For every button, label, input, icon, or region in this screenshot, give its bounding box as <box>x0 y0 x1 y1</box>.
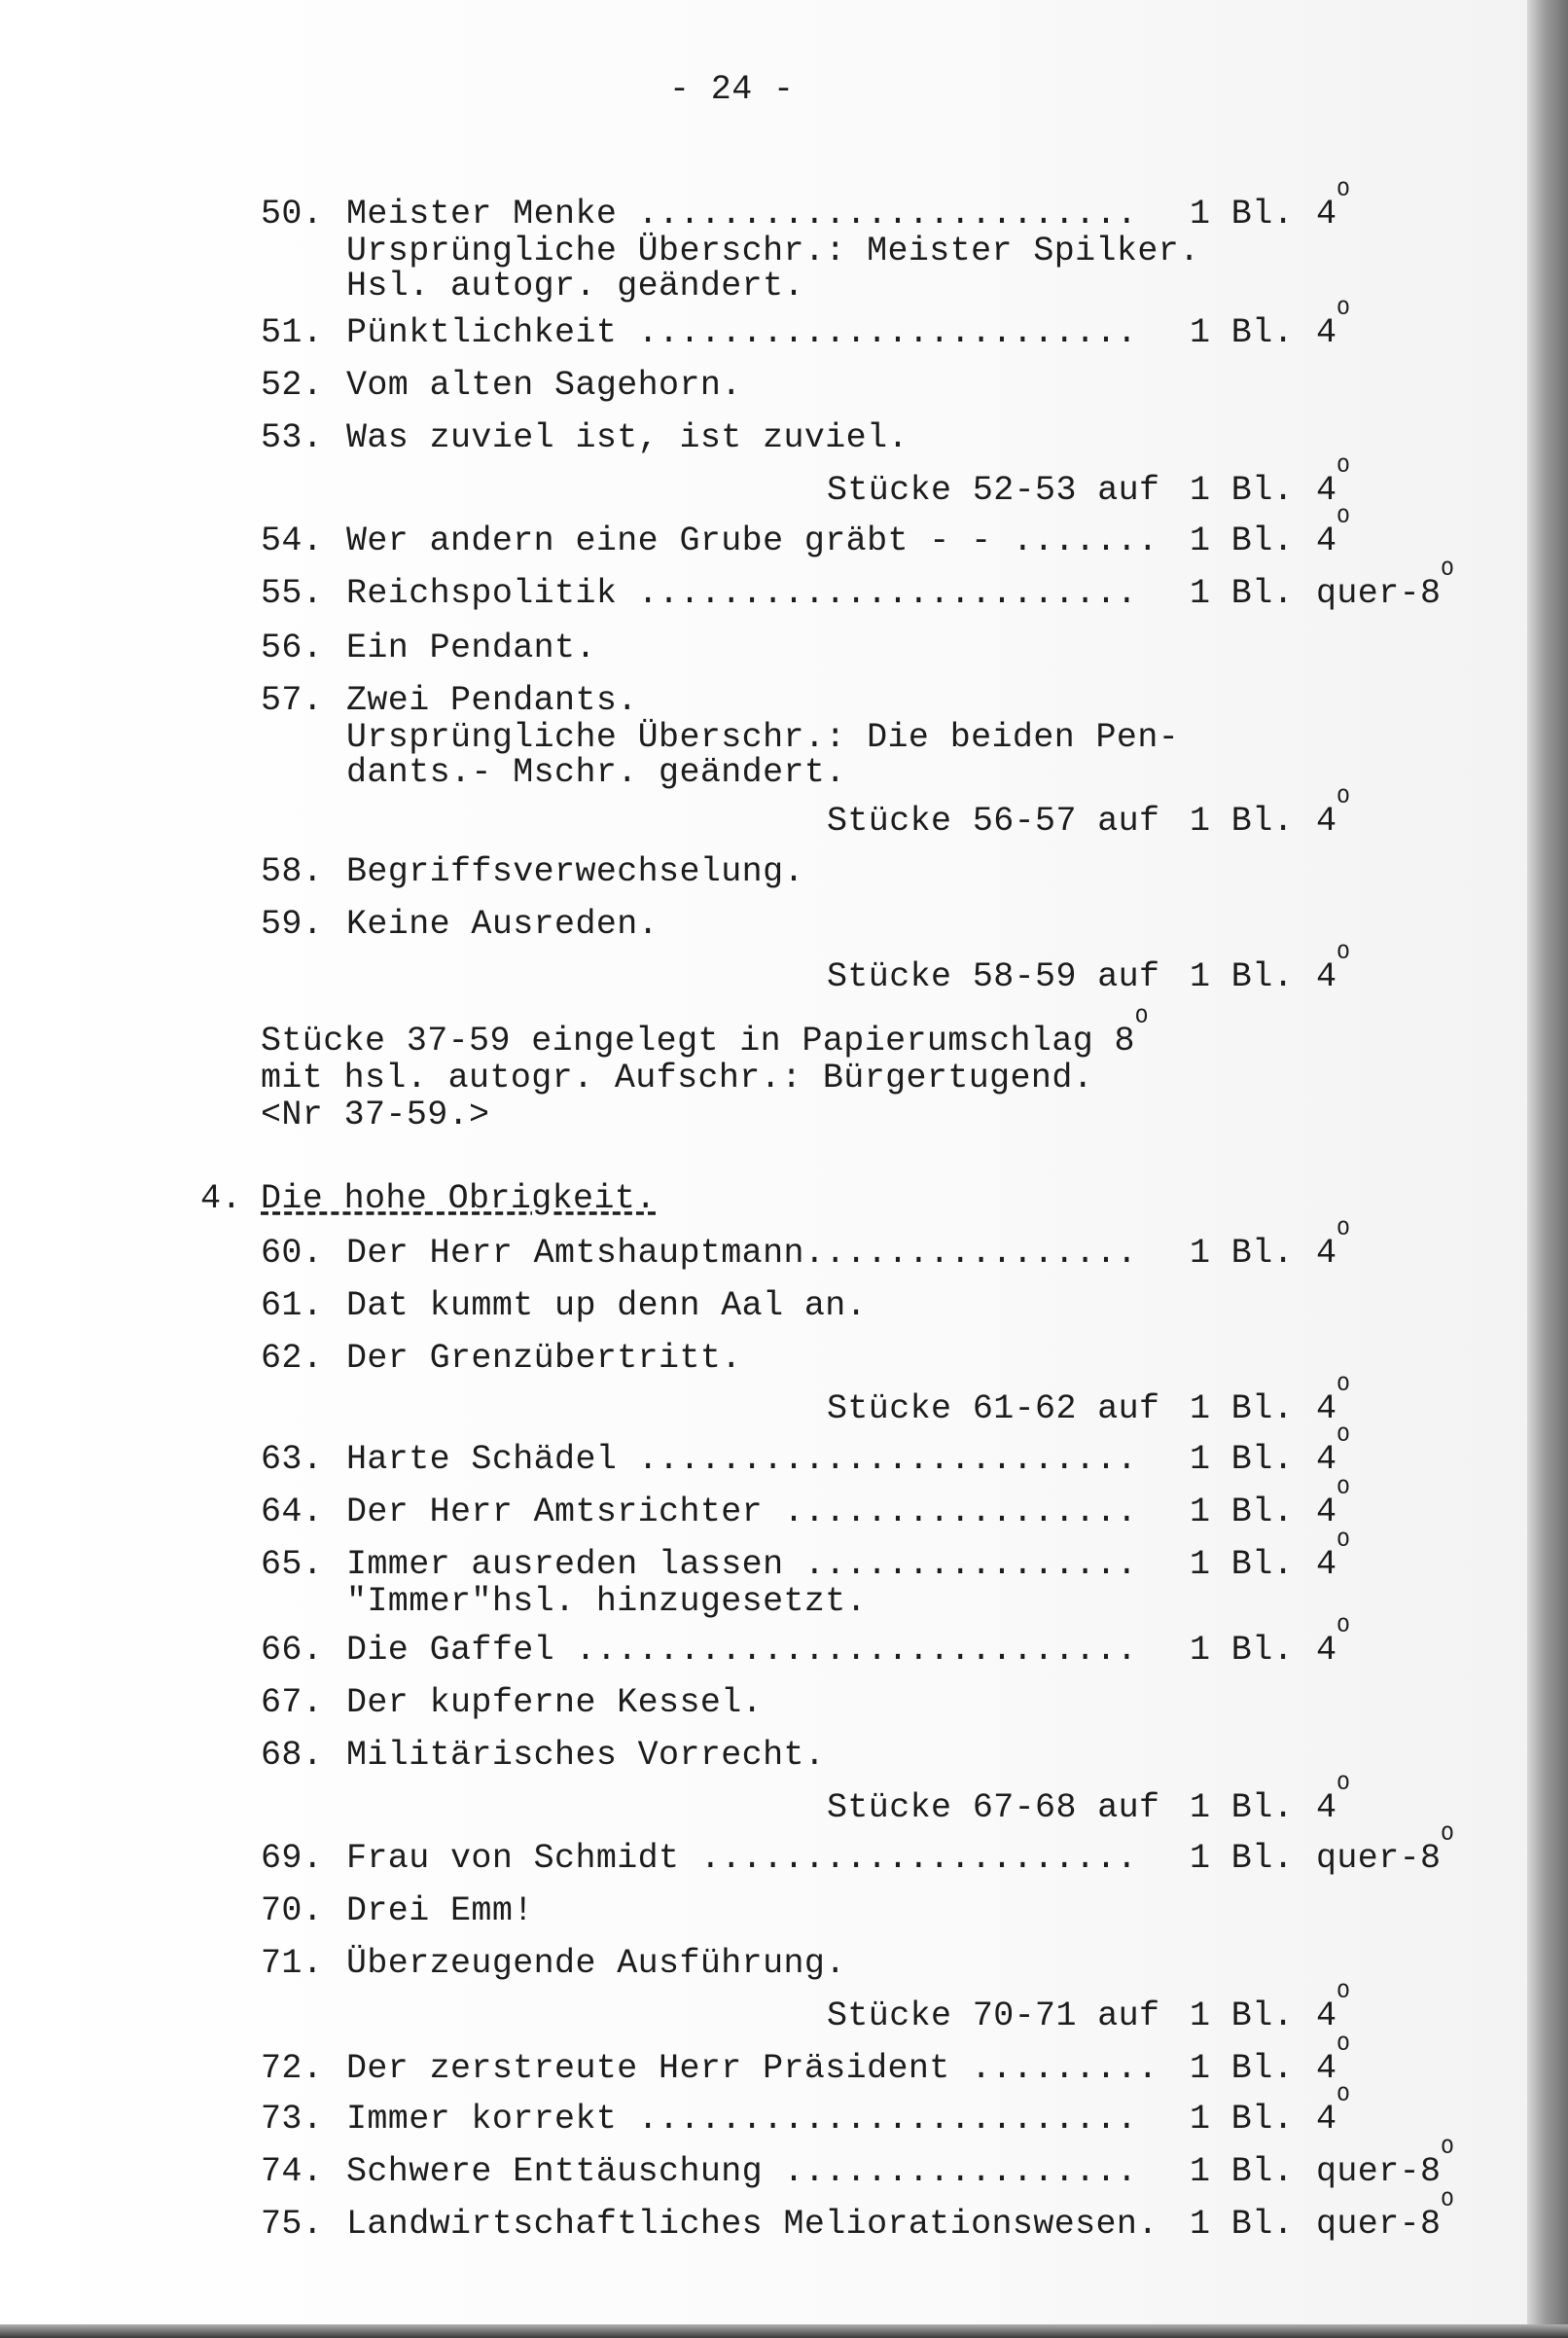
format-superscript: O <box>1336 941 1351 965</box>
entry-title: Dat kummt up denn Aal an. <box>346 1286 868 1325</box>
entry-number: 63. <box>261 1440 324 1479</box>
entry-title: Schwere Enttäuschung ................. <box>346 2152 1138 2191</box>
paper-format <box>1316 1980 1351 2035</box>
group-summary: Stücke 70-71 auf <box>827 1996 1160 2035</box>
entry-number: 64. <box>261 1493 324 1531</box>
paper-format <box>1316 297 1351 352</box>
sheet-count: 1 Bl. <box>1190 471 1295 510</box>
sheet-count: 1 Bl. <box>1190 1839 1295 1878</box>
entry-note: Hsl. autogr. geändert. <box>346 267 804 306</box>
paper-format-size: 4 <box>1316 1545 1337 1584</box>
page-bottom-edge <box>0 2324 1568 2338</box>
entry-number: 69. <box>261 1839 324 1878</box>
format-superscript: O <box>1336 297 1351 321</box>
entry-title: Frau von Schmidt ..................... <box>346 1839 1138 1878</box>
sheet-count: 1 Bl. <box>1190 957 1295 996</box>
sheet-count: 1 Bl. <box>1190 1389 1295 1428</box>
entry-number: 71. <box>261 1944 324 1983</box>
format-superscript: O <box>1336 1980 1351 2004</box>
sheet-count: 1 Bl. <box>1190 2100 1295 2139</box>
format-superscript: O <box>1441 1822 1455 1847</box>
paper-format <box>1316 1772 1351 1827</box>
entry-title: Reichspolitik ........................ <box>346 574 1138 613</box>
format-superscript: O <box>1336 2083 1351 2107</box>
note-line-1: Stücke 37-59 eingelegt in Papierumschlag $8^O$ <box>261 1005 1149 1061</box>
entry-number: 67. <box>261 1683 324 1722</box>
paper-format-size: quer-8 <box>1316 2152 1442 2191</box>
entry-number: 74. <box>261 2152 324 2191</box>
entry-number: 52. <box>261 366 324 405</box>
format-superscript: O <box>1336 1423 1351 1448</box>
format-superscript: O <box>1336 1529 1351 1553</box>
entry-number: 62. <box>261 1339 324 1378</box>
paper-format-size: quer-8 <box>1316 1839 1442 1878</box>
sheet-count: 1 Bl. <box>1190 195 1295 234</box>
entry-title: Zwei Pendants. <box>346 681 638 720</box>
entry-title: Der kupferne Kessel. <box>346 1683 764 1722</box>
page-number: - 24 - <box>669 70 795 109</box>
sheet-count: 1 Bl. <box>1190 802 1295 841</box>
page-edge-shadow <box>1527 0 1568 2338</box>
paper-format-size: 4 <box>1316 2049 1337 2088</box>
sheet-count: 1 Bl. <box>1190 2152 1295 2191</box>
paper-format <box>1316 2188 1455 2244</box>
section-number: 4. <box>200 1179 242 1218</box>
group-summary: Stücke 67-68 auf <box>827 1788 1160 1827</box>
paper-format <box>1316 2083 1351 2139</box>
entry-note: "Immer"hsl. hinzugesetzt. <box>346 1582 868 1621</box>
entry-number: 54. <box>261 522 324 560</box>
paper-format <box>1316 941 1351 996</box>
entry-note: Ursprüngliche Überschr.: Die beiden Pen- <box>346 718 1180 757</box>
paper-format-size: 4 <box>1316 313 1337 352</box>
paper-format <box>1316 1373 1351 1428</box>
format-superscript: O <box>1441 2136 1455 2160</box>
entry-number: 51. <box>261 313 324 352</box>
entry-title: Der Grenzübertritt. <box>346 1339 742 1378</box>
sheet-count: 1 Bl. <box>1190 522 1295 560</box>
entry-number: 65. <box>261 1545 324 1584</box>
sheet-count: 1 Bl. <box>1190 1493 1295 1531</box>
paper-format-size: 4 <box>1316 471 1337 510</box>
format-superscript: O <box>1336 1476 1351 1500</box>
format-superscript: O <box>1336 178 1351 202</box>
entry-title: Was zuviel ist, ist zuviel. <box>346 418 909 457</box>
sheet-count: 1 Bl. <box>1190 1234 1295 1273</box>
entry-number: 72. <box>261 2049 324 2088</box>
entry-number: 70. <box>261 1891 324 1930</box>
entry-title: Ein Pendant. <box>346 629 596 667</box>
sheet-count: 1 Bl. <box>1190 1788 1295 1827</box>
paper-format <box>1316 1423 1351 1479</box>
paper-format <box>1316 505 1351 560</box>
entry-number: 58. <box>261 852 324 891</box>
entry-number: 59. <box>261 905 324 944</box>
paper-format-size: 4 <box>1316 1996 1337 2035</box>
sheet-count: 1 Bl. <box>1190 1440 1295 1479</box>
entry-title: Keine Ausreden. <box>346 905 659 944</box>
entry-title: Drei Emm! <box>346 1891 534 1930</box>
paper-format-size: 4 <box>1316 957 1337 996</box>
paper-format <box>1316 1822 1455 1878</box>
paper-format <box>1316 454 1351 510</box>
paper-format <box>1316 1614 1351 1670</box>
entry-title: Die Gaffel ........................... <box>346 1631 1138 1670</box>
paper-format <box>1316 558 1455 613</box>
sheet-count: 1 Bl. <box>1190 2049 1295 2088</box>
entry-number: 73. <box>261 2100 324 2139</box>
entry-title: Immer ausreden lassen ................ <box>346 1545 1138 1584</box>
format-superscript: O <box>1336 454 1351 479</box>
entry-number: 53. <box>261 418 324 457</box>
entry-number: 68. <box>261 1736 324 1775</box>
paper-format <box>1316 1217 1351 1273</box>
entry-number: 57. <box>261 681 324 720</box>
format-superscript: O <box>1336 1373 1351 1397</box>
entry-title: Der Herr Amtshauptmann................ <box>346 1234 1138 1273</box>
format-superscript: O <box>1336 2032 1351 2057</box>
group-summary: Stücke 58-59 auf <box>827 957 1160 996</box>
format-superscript: O <box>1336 505 1351 529</box>
paper-format <box>1316 1476 1351 1531</box>
paper-format <box>1316 1529 1351 1584</box>
paper-format-size: 4 <box>1316 1493 1337 1531</box>
paper-format-size: 4 <box>1316 195 1337 234</box>
entry-number: 55. <box>261 574 324 613</box>
sheet-count: 1 Bl. <box>1190 1545 1295 1584</box>
group-summary: Stücke 52-53 auf <box>827 471 1160 510</box>
note-line-3: <Nr 37-59.> <box>261 1096 490 1134</box>
section-title: Die hohe Obrigkeit. <box>261 1179 657 1218</box>
paper-format <box>1316 785 1351 841</box>
sheet-count: 1 Bl. <box>1190 574 1295 613</box>
entry-title: Vom alten Sagehorn. <box>346 366 742 405</box>
entry-title: Immer korrekt ........................ <box>346 2100 1138 2139</box>
entry-title: Pünktlichkeit ........................ <box>346 313 1138 352</box>
sheet-count: 1 Bl. <box>1190 313 1295 352</box>
format-superscript: O <box>1336 1217 1351 1241</box>
sheet-count: 1 Bl. <box>1190 2205 1295 2244</box>
paper-format-size: 4 <box>1316 1631 1337 1670</box>
group-summary: Stücke 61-62 auf <box>827 1389 1160 1428</box>
paper-format-size: quer-8 <box>1316 574 1442 613</box>
paper-format-size: 4 <box>1316 1389 1337 1428</box>
note-line-2: mit hsl. autogr. Aufschr.: Bürgertugend. <box>261 1059 1094 1097</box>
entry-title: Überzeugende Ausführung. <box>346 1944 846 1983</box>
format-superscript: O <box>1336 1772 1351 1796</box>
entry-title: Meister Menke ........................ <box>346 195 1138 234</box>
entry-number: 75. <box>261 2205 324 2244</box>
entry-note: Ursprüngliche Überschr.: Meister Spilker. <box>346 232 1200 270</box>
paper-format-size: 4 <box>1316 1440 1337 1479</box>
entry-number: 56. <box>261 629 324 667</box>
note-superscript: O <box>1134 1005 1149 1029</box>
paper-format-size: 4 <box>1316 1234 1337 1273</box>
format-superscript: O <box>1441 2188 1455 2212</box>
entry-number: 61. <box>261 1286 324 1325</box>
entry-note: dants.- Mschr. geändert. <box>346 753 846 792</box>
format-superscript: O <box>1336 1614 1351 1638</box>
format-superscript: O <box>1441 558 1455 582</box>
sheet-count: 1 Bl. <box>1190 1631 1295 1670</box>
paper-format-size: quer-8 <box>1316 2205 1442 2244</box>
entry-number: 66. <box>261 1631 324 1670</box>
entry-title: Landwirtschaftliches Meliorationswesen. <box>346 2205 1158 2244</box>
entry-number: 60. <box>261 1234 324 1273</box>
paper-format-size: 4 <box>1316 1788 1337 1827</box>
paper-format-size: 4 <box>1316 802 1337 841</box>
entry-title: Begriffsverwechselung. <box>346 852 804 891</box>
entry-title: Wer andern eine Grube gräbt - - ....... <box>346 522 1158 560</box>
sheet-count: 1 Bl. <box>1190 1996 1295 2035</box>
paper-format <box>1316 2032 1351 2088</box>
entry-title: Harte Schädel ........................ <box>346 1440 1138 1479</box>
paper-format-size: 4 <box>1316 2100 1337 2139</box>
paper-format <box>1316 2136 1455 2191</box>
format-superscript: O <box>1336 785 1351 809</box>
group-summary: Stücke 56-57 auf <box>827 802 1160 841</box>
entry-title: Der zerstreute Herr Präsident ......... <box>346 2049 1158 2088</box>
entry-title: Der Herr Amtsrichter ................. <box>346 1493 1138 1531</box>
paper-format <box>1316 178 1351 234</box>
paper-format-size: 4 <box>1316 522 1337 560</box>
entry-title: Militärisches Vorrecht. <box>346 1736 826 1775</box>
entry-number: 50. <box>261 195 324 234</box>
